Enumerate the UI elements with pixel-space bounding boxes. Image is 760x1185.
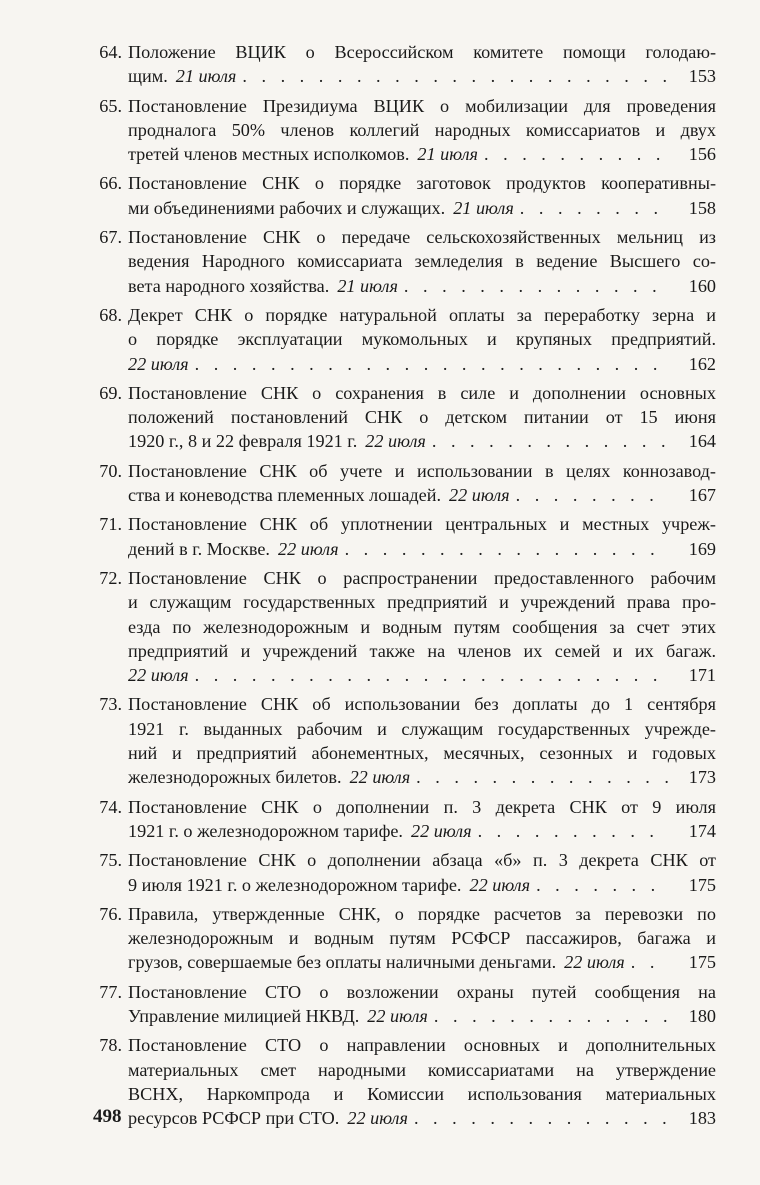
entry-page-number: 173 <box>688 767 716 788</box>
toc-entry <box>88 566 718 687</box>
entry-line: 1921 г. выданных рабочим и служащим государственных учрежде- <box>128 718 716 739</box>
entry-last-line <box>128 819 716 843</box>
entry-number: 71. <box>99 514 122 535</box>
toc-entry <box>88 512 718 561</box>
entry-page-number: 160 <box>688 275 716 296</box>
entry-date: 22 июля <box>449 485 510 506</box>
dot-leader <box>516 483 668 507</box>
toc-entry <box>88 459 718 508</box>
entry-last-line <box>128 196 716 220</box>
entry-last-text: ресурсов РСФСР при СТО. <box>128 1108 340 1129</box>
entry-date: 22 июля <box>365 431 426 452</box>
entry-line: езда по железнодорожным и водным путям сообщения за счет этих <box>128 616 716 637</box>
entry-last-text: железнодорожных билетов. <box>128 767 342 788</box>
dot-leader <box>416 765 668 789</box>
entry-last-text: 1921 г. о железнодорожном тарифе. <box>128 820 403 841</box>
entry-last-line <box>128 483 716 507</box>
dot-leader <box>345 537 668 561</box>
entry-last-text: Управление милицией НКВД. <box>128 1005 360 1026</box>
entry-date: 21 июля <box>337 275 398 296</box>
toc-entry <box>88 902 718 975</box>
dot-leader <box>432 429 668 453</box>
entry-last-line <box>128 64 716 88</box>
entry-last-line <box>128 873 716 897</box>
entry-line: положений постановлений СНК о детском питании от 15 июня <box>128 407 716 428</box>
entry-number: 69. <box>99 382 122 403</box>
dot-leader <box>484 142 668 166</box>
entry-line: Постановление СТО о возложении охраны путей сообщения на <box>128 981 716 1002</box>
entry-date: 21 июля <box>175 66 237 87</box>
toc-entry <box>88 303 718 376</box>
toc-entry <box>88 980 718 1029</box>
toc-entry <box>88 94 718 167</box>
dot-leader <box>478 819 668 843</box>
entry-number: 67. <box>99 227 122 248</box>
entry-line: и служащим государственных предприятий и учреждений права про- <box>128 592 716 613</box>
toc-entry <box>88 692 718 789</box>
entry-line: ВСНХ, Наркомпрода и Комиссии использования материальных <box>128 1083 716 1104</box>
table-of-contents <box>88 40 718 1135</box>
toc-entry <box>88 848 718 897</box>
entry-last-line <box>128 1106 716 1130</box>
entry-date: 22 июля <box>277 538 339 559</box>
dot-leader <box>631 950 668 974</box>
entry-line: материальных смет народными комиссариатами на утверждение <box>128 1059 716 1080</box>
entry-last-text: дений в г. Москве. <box>128 538 270 559</box>
entry-line: железнодорожным и водным путям РСФСР пассажиров, багажа и <box>128 928 716 949</box>
entry-line: Постановление Президиума ВЦИК о мобилизации для проведения <box>128 95 716 116</box>
dot-leader <box>195 352 668 376</box>
toc-entry <box>88 381 718 454</box>
toc-entry <box>88 40 718 89</box>
dot-leader <box>404 274 668 298</box>
entry-line: продналога 50% членов коллегий народных комиссариатов и двух <box>128 119 716 140</box>
entry-number: 76. <box>99 903 122 924</box>
entry-number: 72. <box>99 567 122 588</box>
entry-last-text: щим. <box>128 66 168 87</box>
entry-page-number: 175 <box>688 952 716 973</box>
dot-leader <box>520 196 668 220</box>
entry-page-number: 175 <box>688 874 716 895</box>
entry-page-number: 169 <box>688 538 716 559</box>
entry-last-text: ми объединениями рабочих и служащих. <box>128 197 446 218</box>
entry-date: 22 июля <box>564 952 625 973</box>
entry-line: Постановление СНК о дополнении абзаца «б» п. 3 декрета СНК от <box>128 850 716 871</box>
entry-number: 77. <box>99 981 122 1002</box>
entry-page-number: 156 <box>688 144 716 165</box>
dot-leader <box>434 1004 668 1028</box>
entry-date: 22 июля <box>347 1108 408 1129</box>
entry-line: Постановление СНК о распространении предоставленного рабочим <box>128 567 716 588</box>
entry-line: Постановление СНК о порядке заготовок продуктов кооперативны- <box>128 173 716 194</box>
entry-last-line <box>128 429 716 453</box>
entry-last-text: третей членов местных исполкомов. <box>128 144 410 165</box>
entry-line: Декрет СНК о порядке натуральной оплаты за переработку зерна и <box>128 304 716 325</box>
page-number: 498 <box>93 1106 122 1127</box>
entry-last-line <box>128 663 716 687</box>
entry-date: 21 июля <box>453 197 514 218</box>
entry-line: о порядке эксплуатации мукомольных и крупяных предприятий. <box>128 329 716 350</box>
entry-number: 64. <box>99 42 122 62</box>
entry-line: Постановление СНК о передаче сельскохозяйственных мельниц из <box>128 227 716 248</box>
entry-last-text: грузов, совершаемые без оплаты наличными деньгами. <box>128 952 557 973</box>
entry-last-text: вета народного хозяйства. <box>128 275 330 296</box>
entry-line: Постановление СНК о дополнении п. 3 декрета СНК от 9 июля <box>128 796 716 817</box>
entry-date: 22 июля <box>128 665 189 686</box>
entry-number: 65. <box>99 95 122 116</box>
entry-line: Постановление СНК об использовании без доплаты до 1 сентября <box>128 694 716 715</box>
entry-page-number: 180 <box>688 1005 716 1026</box>
toc-entry <box>88 171 718 220</box>
entry-page-number: 162 <box>688 353 716 374</box>
toc-entry <box>88 225 718 298</box>
entry-line: Постановление СНК о сохранения в силе и дополнении основных <box>128 382 716 403</box>
entry-page-number: 164 <box>688 431 716 452</box>
entry-date: 22 июля <box>128 353 189 374</box>
dot-leader <box>242 64 668 88</box>
entry-date: 22 июля <box>469 874 531 895</box>
entry-page-number: 183 <box>688 1108 716 1129</box>
entry-date: 22 июля <box>410 820 472 841</box>
entry-line: ведения Народного комиссариата земледелия в ведение Высшего со- <box>128 251 716 272</box>
entry-date: 21 июля <box>417 144 479 165</box>
entry-last-line <box>128 352 716 376</box>
entry-number: 68. <box>99 304 122 325</box>
entry-number: 70. <box>99 460 122 481</box>
entry-number: 78. <box>99 1035 122 1056</box>
entry-line: Постановление СНК об учете и использовании в целях коннозавод- <box>128 460 716 481</box>
entry-date: 22 июля <box>367 1005 428 1026</box>
entry-page-number: 174 <box>688 820 716 841</box>
entry-number: 66. <box>99 173 122 194</box>
entry-line: Положение ВЦИК о Всероссийском комитете помощи голодаю- <box>128 42 716 62</box>
entry-last-line <box>128 142 716 166</box>
toc-entry <box>88 795 718 844</box>
entry-last-line <box>128 765 716 789</box>
entry-line: Постановление СТО о направлении основных и дополнительных <box>128 1035 716 1056</box>
entry-line: ний и предприятий абонементных, месячных, сезонных и годовых <box>128 743 716 764</box>
entry-line: Постановление СНК об уплотнении центральных и местных учреж- <box>128 514 716 535</box>
entry-line: предприятий и учреждений также на членов их семей и их багаж. <box>128 640 716 661</box>
entry-page-number: 158 <box>688 197 716 218</box>
entry-last-text: ства и коневодства племенных лошадей. <box>128 485 441 506</box>
dot-leader <box>195 663 668 687</box>
entry-last-line <box>128 537 716 561</box>
entry-number: 73. <box>99 694 122 715</box>
entry-number: 74. <box>99 796 122 817</box>
entry-page-number: 171 <box>688 665 716 686</box>
entry-last-text: 9 июля 1921 г. о железнодорожном тарифе. <box>128 874 462 895</box>
entry-date: 22 июля <box>349 767 411 788</box>
entry-last-text: 1920 г., 8 и 22 февраля 1921 г. <box>128 431 358 452</box>
entry-last-line <box>128 950 716 974</box>
dot-leader <box>536 873 668 897</box>
entry-line: Правила, утвержденные СНК, о порядке расчетов за перевозки по <box>128 903 716 924</box>
entry-number: 75. <box>99 850 122 871</box>
toc-entry <box>88 1033 718 1130</box>
dot-leader <box>414 1106 668 1130</box>
entry-last-line <box>128 274 716 298</box>
entry-page-number: 167 <box>688 485 716 506</box>
entry-last-line <box>128 1004 716 1028</box>
entry-page-number: 153 <box>688 66 716 87</box>
